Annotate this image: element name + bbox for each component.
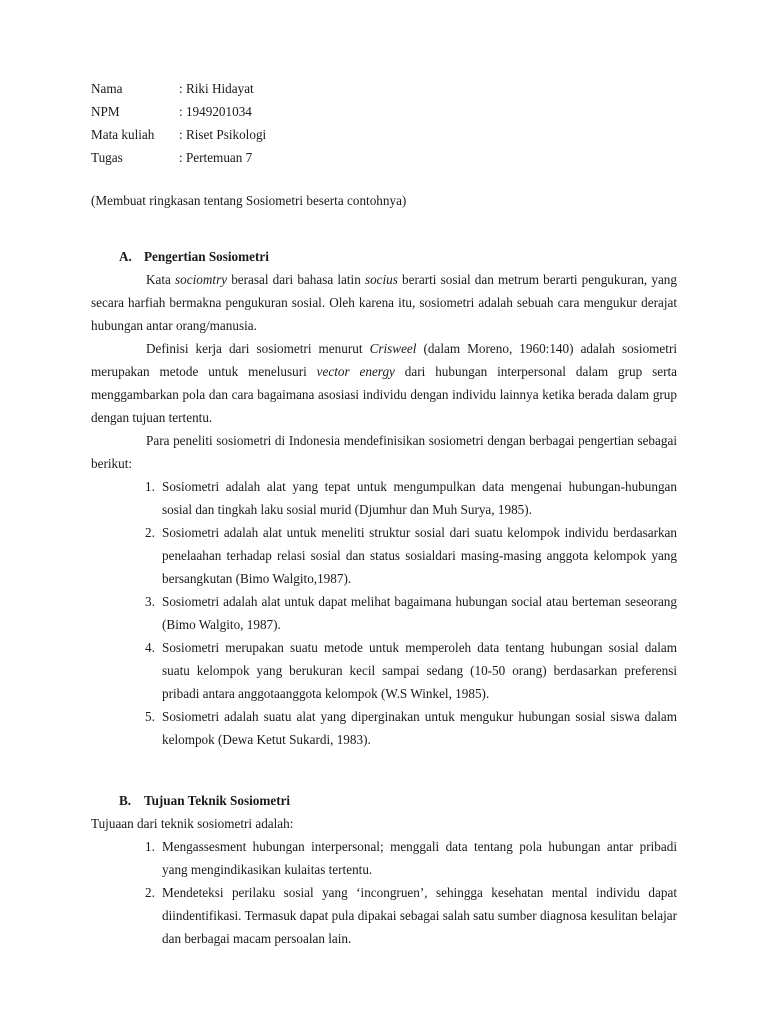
item-number: 2. <box>145 525 155 540</box>
list-item <box>91 835 677 881</box>
section-b <box>91 789 677 950</box>
list-item <box>91 521 677 590</box>
text-span: dari hubungan interpersonal dalam grup serta menggambarkan pola dan cara bagaimana asosiasi individu dengan individu lainnya ketika berada dalam grup dengan tujuan tertentu. <box>91 364 677 425</box>
info-label: Mata kuliah <box>91 127 155 142</box>
info-row-npm <box>91 100 651 123</box>
list-item <box>91 881 677 950</box>
text-span: Kata <box>146 272 176 287</box>
item-text: Sosiometri adalah alat untuk meneliti struktur sosial dari suatu kelompok individu berdasarkan penelaahan terhadap relasi sosial dan status sosialdari masing-masing anggota kelompok yang bersangkutan (Bimo Walgito,1987). <box>162 525 677 586</box>
text-span: (dalam Moreno, 1960:140) adalah sosiometri merupakan metode untuk menelusuri <box>91 341 677 379</box>
text-span: berasal dari bahasa latin <box>227 272 365 287</box>
paragraph: Para peneliti sosiometri di Indonesia mendefinisikan sosiometri dengan berbagai pengertian sebagai berikut: <box>91 433 677 471</box>
italic-term: sociomtry <box>175 272 228 287</box>
italic-term: socius <box>364 272 398 287</box>
section-heading <box>91 789 677 812</box>
item-text: Mendeteksi perilaku sosial yang ‘incongruen’, sehingga kesehatan mental individu dapat diindentifikasi. Termasuk dapat pula dipakai sebagai salah satu sumber diagnosa kesulitan belajar dan berbagai macam persoalan lain. <box>162 885 677 946</box>
item-number: 5. <box>145 709 155 724</box>
item-number: 3. <box>145 594 155 609</box>
student-info <box>91 77 651 169</box>
info-row-name <box>91 77 651 100</box>
section-letter: A. <box>119 249 132 264</box>
section-a <box>91 245 677 751</box>
item-text: Mengassesment hubungan interpersonal; menggali data tentang pola hubungan antar pribadi yang mengindikasikan kulaitas tertentu. <box>162 839 677 877</box>
list-item <box>91 636 677 705</box>
italic-term: Crisweel <box>369 341 417 356</box>
item-number: 1. <box>145 839 155 854</box>
item-number: 4. <box>145 640 155 655</box>
list-item <box>91 475 677 521</box>
section-title: Tujuan Teknik Sosiometri <box>144 793 291 808</box>
list-item <box>91 590 677 636</box>
item-text: Sosiometri merupakan suatu metode untuk memperoleh data tentang hubungan sosial dalam suatu kelompok yang berukuran kecil sampai sedang (10-50 orang) berdasarkan preferensi pribadi antara anggotaanggota kelompok (W.S Winkel, 1985). <box>162 640 677 701</box>
paragraph <box>91 268 677 337</box>
definition-list <box>91 475 677 751</box>
item-text: Sosiometri adalah alat yang tepat untuk mengumpulkan data mengenai hubungan-hubungan sosial dan tingkah laku sosial murid (Djumhur dan Muh Surya, 1985). <box>162 479 677 517</box>
info-value: : Riset Psikologi <box>179 127 267 142</box>
text-span: Definisi kerja dari sosiometri menurut <box>146 341 370 356</box>
info-row-task <box>91 146 651 169</box>
section-title: Pengertian Sosiometri <box>144 249 269 264</box>
list-item <box>91 705 677 751</box>
info-value: : Pertemuan 7 <box>179 150 253 165</box>
item-number: 1. <box>145 479 155 494</box>
assignment-purpose: (Membuat ringkasan tentang Sosiometri beserta contohnya) <box>91 193 407 208</box>
item-number: 2. <box>145 885 155 900</box>
section-intro: Tujuaan dari teknik sosiometri adalah: <box>91 816 294 831</box>
info-label: Tugas <box>91 150 123 165</box>
item-text: Sosiometri adalah alat untuk dapat melihat bagaimana hubungan social atau berteman seseorang (Bimo Walgito, 1987). <box>162 594 677 632</box>
info-value: : 1949201034 <box>179 104 252 119</box>
section-heading <box>91 245 677 268</box>
italic-term: vector energy <box>316 364 395 379</box>
info-label: Nama <box>91 81 123 96</box>
section-letter: B. <box>119 793 132 808</box>
info-row-course <box>91 123 651 146</box>
item-text: Sosiometri adalah suatu alat yang diperginakan untuk mengukur hubungan sosial siswa dalam kelompok (Dewa Ketut Sukardi, 1983). <box>162 709 677 747</box>
info-value: : Riki Hidayat <box>179 81 254 96</box>
info-label: NPM <box>91 104 120 119</box>
purpose-list <box>91 835 677 950</box>
paragraph <box>91 337 677 429</box>
text-span: berarti sosial dan metrum berarti pengukuran, yang secara harfiah bermakna pengukuran sosial. Oleh karena itu, sosiometri adalah sebuah cara mengukur derajat hubungan antar orang/manusia. <box>91 272 677 333</box>
